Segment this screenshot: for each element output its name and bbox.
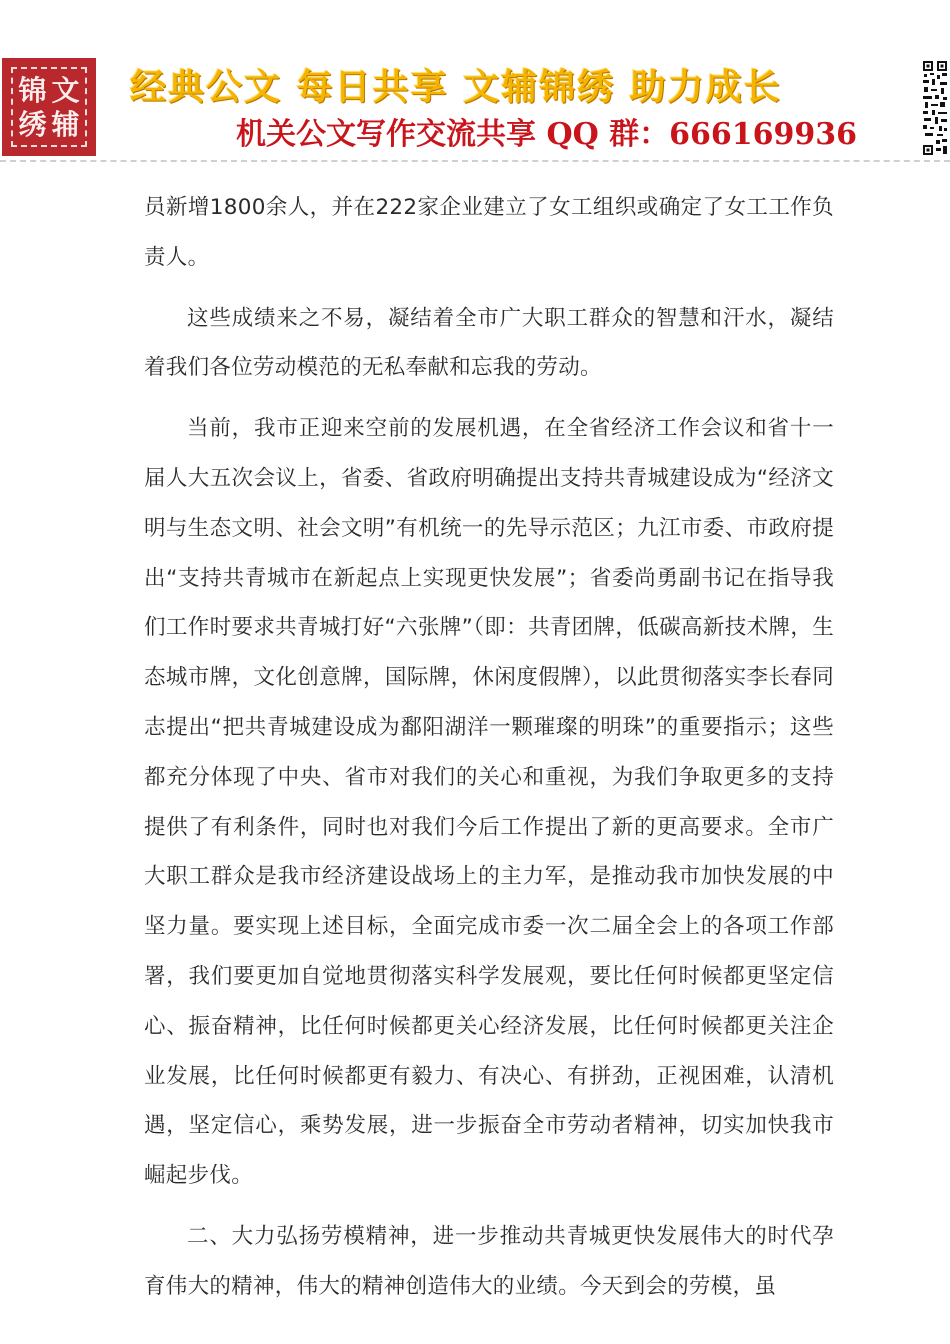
paragraph: 当前，我市正迎来空前的发展机遇，在全省经济工作会议和省十一届人大五次会议上，省委、省政府明确提出支持共青城建设成为“经济文明与生态文明、社会文明”有机统一的先导示范区；九江市委、市政府提出“支持共青城市在新起点上实现更快发展”；省委尚勇副书记在指导我们工作时要求共青城打好“六张牌”（即：共青团牌，低碳高新技术牌，生态城市牌，文化创意牌，国际牌，休闲度假牌），以此贯彻落实李长春同志提出“把共青城建设成为鄱阳湖洋一颗璀璨的明珠”的重要指示；这些都充分体现了中央、省市对我们的关心和重视，为我们争取更多的支持提供了有利条件，同时也对我们今后工作提出了新的更高要求。全市广大职工群众是我市经济建设战场上的主力军，是推动我市加快发展的中坚力量。要实现上述目标，全面完成市委一次二届全会上的各项工作部署，我们要更加自觉地贯彻落实科学发展观，要比任何时候都更坚定信心、振奋精神，比任何时候都更关心经济发展，比任何时候都更关注企业发展，比任何时候都更有毅力、有决心、有拼劲，正视困难，认清机遇，坚定信心，乘势发展，进一步振奋全市劳动者精神，切实加快我市崛起步伐。 xyxy=(144,416,834,1189)
seal-char: 辅 xyxy=(51,108,80,141)
seal-char: 文 xyxy=(51,74,80,107)
document-body xyxy=(144,183,834,1323)
paragraph: 二、大力弘扬劳模精神，进一步推动共青城更快发展伟大的时代孕育伟大的精神，伟大的精神创造伟大的业绩。今天到会的劳模，虽 xyxy=(144,1223,834,1299)
seal-logo xyxy=(2,58,96,156)
header-banner xyxy=(0,0,950,162)
seal-char: 绣 xyxy=(18,108,47,141)
paragraph: 员新增1800余人，并在222家企业建立了女工组织或确定了女工工作负责人。 xyxy=(144,195,834,270)
seal-glyphs xyxy=(17,75,81,139)
seal-char: 锦 xyxy=(18,74,47,107)
banner-slogan: 经典公文 每日共享 文辅锦绣 助力成长 xyxy=(130,67,782,108)
banner-qq-group: 机关公文写作交流共享 QQ 群：666169936 xyxy=(236,117,858,152)
paragraph: 这些成绩来之不易，凝结着全市广大职工群众的智慧和汗水，凝结着我们各位劳动模范的无私奉献和忘我的劳动。 xyxy=(144,305,834,381)
qr-code-icon xyxy=(922,60,948,156)
header-divider xyxy=(0,160,950,162)
